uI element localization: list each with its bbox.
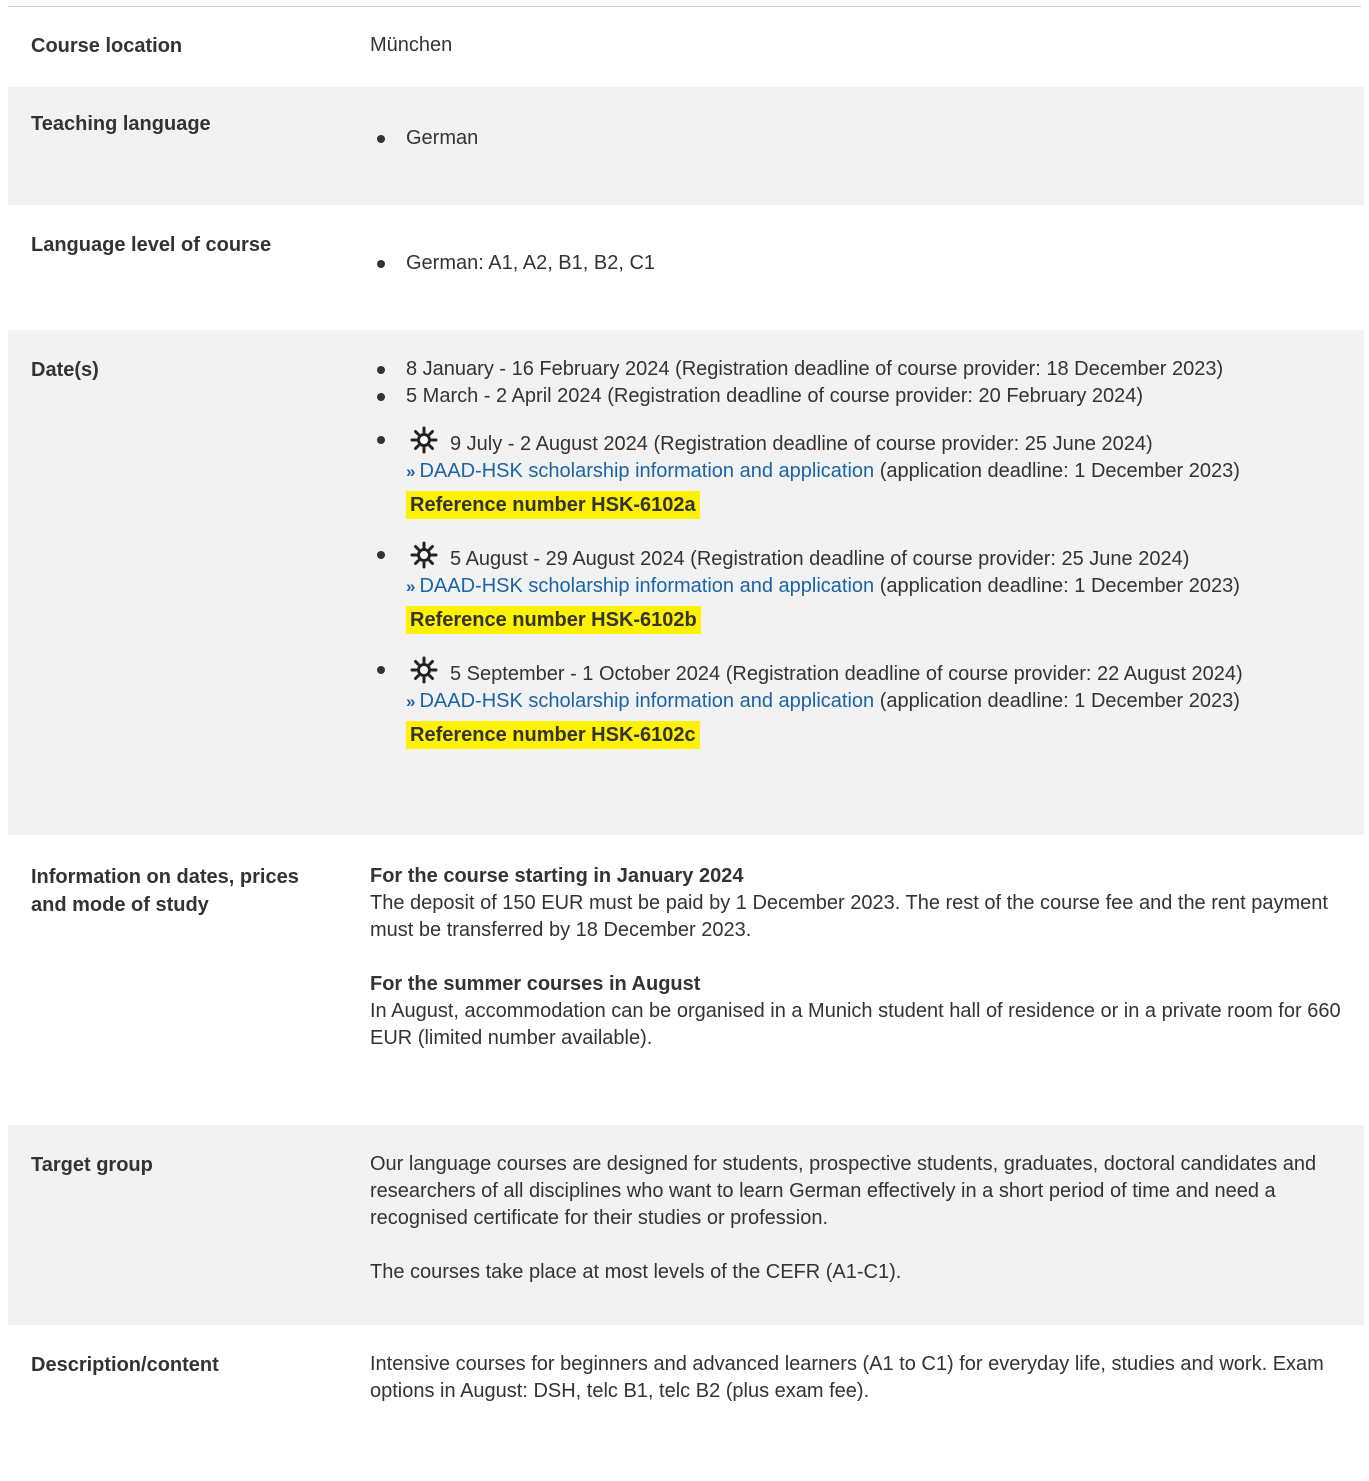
dates-list [370, 356, 1345, 749]
row-label: Language level of course [31, 234, 272, 256]
row-label: Target group [31, 1154, 153, 1176]
list-item: German: A1, A2, B1, B2, C1 [370, 250, 1345, 277]
application-deadline: (application deadline: 1 December 2023) [879, 690, 1240, 712]
reference-number: Reference number HSK-6102b [406, 606, 701, 634]
language-level-list [370, 250, 1345, 277]
row-description [8, 1325, 1364, 1481]
row-course-location [8, 7, 1364, 87]
double-chevron-icon: » [406, 577, 416, 596]
description-content [370, 1351, 1345, 1405]
description-text: Intensive courses for beginners and advanced learners (A1 to C1) for everyday life, studies and work. Exam options in August: DSH, telc B1, telc B2 (plus exam fee). [370, 1353, 1324, 1402]
scholarship-date-item [370, 656, 1345, 749]
row-label: Information on dates, prices and mode of study [31, 866, 299, 916]
scholarship-link-label: DAAD-HSK scholarship information and application [419, 460, 875, 482]
date-item: 8 January - 16 February 2024 (Registration deadline of course provider: 18 December 2023) [370, 356, 1345, 383]
row-value: München [370, 34, 453, 56]
info-text: The deposit of 150 EUR must be paid by 1 December 2023. The rest of the course fee and the rent payment must be transferred by 18 December 2023. [370, 892, 1328, 941]
sun-icon [410, 656, 438, 684]
sun-icon [410, 541, 438, 569]
info-text: In August, accommodation can be organised in a Munich student hall of residence or in a private room for 660 EUR (limited number available). [370, 1000, 1341, 1049]
row-teaching-language [8, 87, 1364, 205]
target-content [370, 1151, 1345, 1286]
scholarship-link-label: DAAD-HSK scholarship information and application [419, 690, 875, 712]
teaching-language-list [370, 125, 1345, 152]
row-label: Date(s) [31, 359, 99, 381]
sun-icon [410, 426, 438, 454]
row-label: Teaching language [31, 113, 211, 135]
reference-number: Reference number HSK-6102a [406, 491, 700, 519]
scholarship-link[interactable] [406, 690, 874, 712]
info-heading: For the course starting in January 2024 [370, 865, 744, 887]
scholarship-date-item [370, 426, 1345, 519]
list-item: German [370, 125, 1345, 152]
date-item: 5 March - 2 April 2024 (Registration deadline of course provider: 20 February 2024) [370, 383, 1345, 410]
date-text: 5 September - 1 October 2024 (Registration deadline of course provider: 22 August 2024) [450, 663, 1243, 685]
row-label: Description/content [31, 1354, 219, 1376]
row-information [8, 835, 1364, 1125]
application-deadline: (application deadline: 1 December 2023) [879, 460, 1240, 482]
info-heading: For the summer courses in August [370, 973, 701, 995]
target-text: The courses take place at most levels of the CEFR (A1-C1). [370, 1261, 902, 1283]
reference-number: Reference number HSK-6102c [406, 721, 700, 749]
row-dates [8, 330, 1364, 835]
double-chevron-icon: » [406, 462, 416, 481]
scholarship-link[interactable] [406, 460, 874, 482]
row-language-level [8, 205, 1364, 330]
info-content [370, 863, 1345, 1052]
row-target-group [8, 1125, 1364, 1325]
date-text: 9 July - 2 August 2024 (Registration deadline of course provider: 25 June 2024) [450, 433, 1153, 455]
application-deadline: (application deadline: 1 December 2023) [879, 575, 1240, 597]
scholarship-link-label: DAAD-HSK scholarship information and application [419, 575, 875, 597]
date-text: 5 August - 29 August 2024 (Registration deadline of course provider: 25 June 2024) [450, 548, 1190, 570]
scholarship-date-item [370, 541, 1345, 634]
double-chevron-icon: » [406, 692, 416, 711]
row-label: Course location [31, 35, 183, 57]
target-text: Our language courses are designed for students, prospective students, graduates, doctoral candidates and researchers of all disciplines who want to learn German effectively in a short period of time and need a recognised certificate for their studies or profession. [370, 1153, 1317, 1229]
scholarship-link[interactable] [406, 575, 874, 597]
